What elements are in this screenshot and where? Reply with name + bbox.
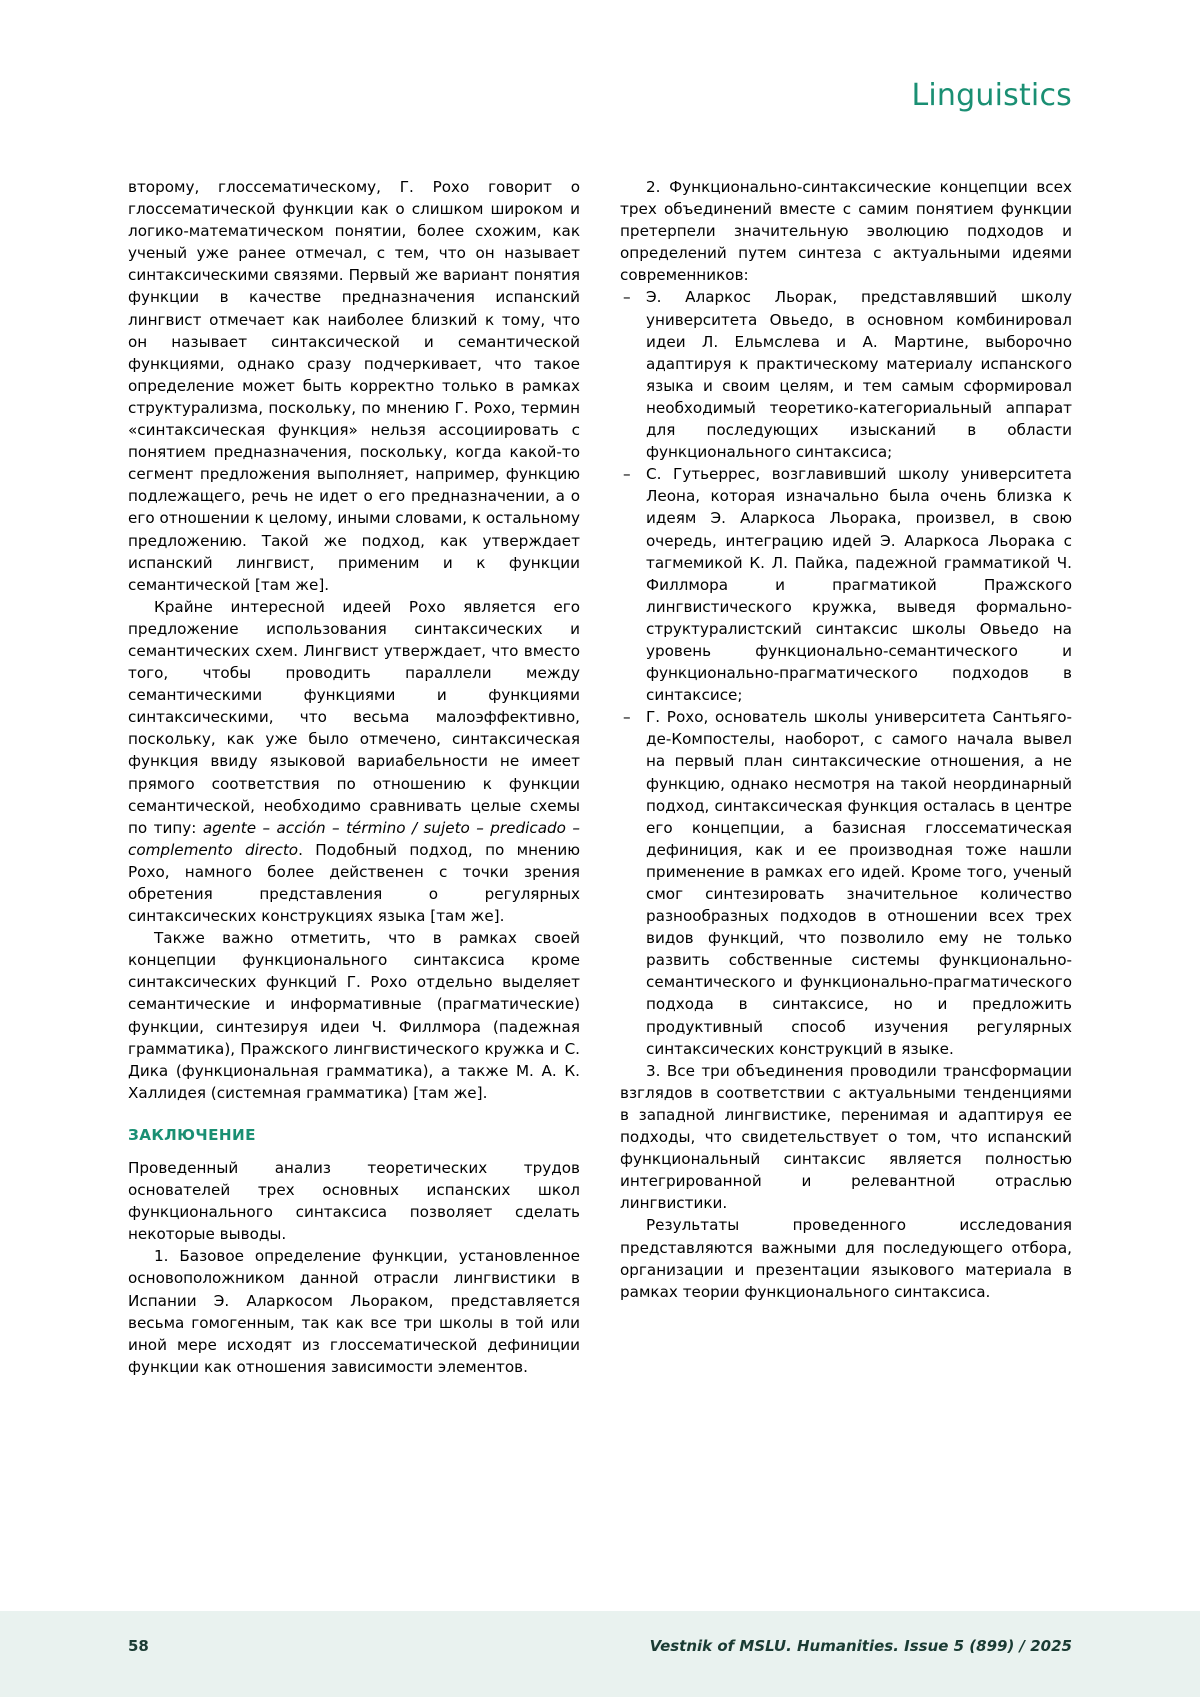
conclusion-closing: Результаты проведенного исследования представляются важными для последующего отбора, организации и презентации языкового материала в рамках теории функционального синтаксиса. bbox=[620, 1216, 1072, 1301]
list-item-text: С. Гутьеррес, возглавивший школу университета Леона, которая изначально была очень близка к идеям Э. Аларкоса Льорака, произвел, в свою очередь, интеграцию идей Э. Аларкоса Льорака с тагмемикой К. Л. Пайка, падежной грамматикой Ч. Филлмора и прагматикой Пражского лингвистического кружка, выведя формально-структуралистский синтаксис школы Овьедо на уровень функционально-семантического и функционально-прагматического подходов в синтаксисе; bbox=[646, 465, 1072, 705]
paragraph-continuation: второму, глоссематическому, Г. Рохо говорит о глоссематической функции как о слишком широком и логико-математическом понятии, более схожим, как ученый уже ранее отмечал, с тем, что он называет синтаксическими связями. Первый же вариант понятия функции в качестве предназначения испанский лингвист отмечает как наиболее близкий к тому, что он называет синтаксической и семантической функциями, однако сразу подчеркивает, что такое определение может быть корректно только в рамках структурализма, поскольку, по мнению Г. Рохо, термин «синтаксическая функция» нельзя ассоциировать с понятием предназначения, поскольку, когда какой-то сегмент предложения выполняет, например, функцию подлежащего, речь не идет о его предназначении, а о его отношении к целому, иными словами, к остальному предложению. Такой же подход, как утверждает испанский лингвист, применим и к функции семантической [там же]. bbox=[128, 178, 580, 594]
list-item bbox=[620, 706, 1072, 1060]
page-footer bbox=[0, 1611, 1200, 1697]
list-item-text: Э. Аларкос Льорак, представлявший школу университета Овьедо, в основном комбинировал идеи Л. Ельмслева и А. Мартине, выборочно адаптируя к практическому материалу испанского языка и своим целям, и тем самым сформировал необходимый теоретико-категориальный аппарат для последующих изысканий в области функционального синтаксиса; bbox=[646, 288, 1072, 462]
conclusion-item-1: 1. Базовое определение функции, установленное основоположником данной отрасли лингвистики в Испании Э. Аларкосом Льораком, представляется весьма гомогенным, так как все три школы в той или иной мере исходят из глоссематической дефиниции функции как отношения зависимости элементов. bbox=[128, 1247, 580, 1376]
conclusion-item-3: 3. Все три объединения проводили трансформации взглядов в соответствии с актуальными тенденциями в западной лингвистике, перенимая и адаптируя ее подходы, что свидетельствует о том, что испанский функциональный синтаксис является полностью интегрированной и релевантной отраслью лингвистики. bbox=[620, 1061, 1072, 1213]
spanish-scheme-example: agente – acción – término / sujeto – predicado – complemento directo bbox=[128, 818, 580, 859]
dash-bullet-icon: – bbox=[623, 708, 631, 727]
left-column bbox=[128, 176, 580, 1378]
dash-bullet-icon: – bbox=[623, 465, 631, 484]
conclusion-item-2-intro: 2. Функционально-синтаксические концепции всех трех объединений вместе с самим понятием функции претерпели значительную эволюцию подходов и определений путем синтеза с актуальными идеями современников: bbox=[620, 178, 1072, 285]
conclusion-intro: Проведенный анализ теоретических трудов основателей трех основных испанских школ функционального синтаксиса позволяет сделать некоторые выводы. bbox=[128, 1158, 580, 1244]
right-column bbox=[620, 176, 1072, 1378]
section-heading-conclusion: ЗАКЛЮЧЕНИЕ bbox=[128, 1125, 256, 1144]
list-item bbox=[620, 463, 1072, 706]
paragraph-rojo-concept: Также важно отметить, что в рамках своей концепции функционального синтаксиса кроме синтаксических функций Г. Рохо отдельно выделяет семантические и информативные (прагматические) функции, синтезируя идеи Ч. Филлмора (падежная грамматика), Пражского лингвистического кружка и С. Дика (функциональная грамматика), а также М. А. К. Халлидея (системная грамматика) [там же]. bbox=[128, 929, 580, 1102]
page-header bbox=[0, 78, 1200, 113]
section-title: Linguistics bbox=[911, 78, 1072, 113]
two-column-body bbox=[128, 176, 1072, 1378]
list-item bbox=[620, 286, 1072, 463]
page-number: 58 bbox=[128, 1637, 149, 1655]
paragraph-schemes-part1: Крайне интересной идеей Рохо является его предложение использования синтаксических и семантических схем. Лингвист утверждает, что вместо того, чтобы проводить параллели между семантическими функциями и функциями синтаксическими, что весьма малоэффективно, поскольку, как уже было отмечено, синтаксическая функция ввиду языковой вариабельности не имеет прямого соответствия по отношению к функции семантической, необходимо сравнивать целые схемы по типу: bbox=[128, 597, 580, 837]
list-item-text: Г. Рохо, основатель школы университета Сантьяго-де-Компостелы, наоборот, с самого начала вывел на первый план синтаксические отношения, а не функцию, однако несмотря на такой неординарный подход, синтаксическая функция осталась в центре его концепции, а базисная глоссематическая дефиниция, как и ее производная тоже нашли применение в рамках его идей. Кроме того, ученый смог синтезировать значительное количество разнообразных подходов в отношении всех трех видов функций, что позволило ему не только развить собственные системы функционально-семантического и функционально-прагматического подхода в синтаксисе, но и предложить продуктивный способ изучения регулярных синтаксических конструкций в языке. bbox=[646, 708, 1072, 1058]
paragraph-schemes-part2: . Подобный подход, по мнению Рохо, намного более действенен с точки зрения обретения представления о регулярных синтаксических конструкциях языка [там же]. bbox=[128, 840, 581, 926]
dash-list bbox=[620, 286, 1072, 1059]
journal-source: Vestnik of MSLU. Humanities. Issue 5 (899) / 2025 bbox=[649, 1637, 1072, 1655]
paragraph-schemes bbox=[128, 596, 580, 927]
dash-bullet-icon: – bbox=[623, 288, 631, 307]
